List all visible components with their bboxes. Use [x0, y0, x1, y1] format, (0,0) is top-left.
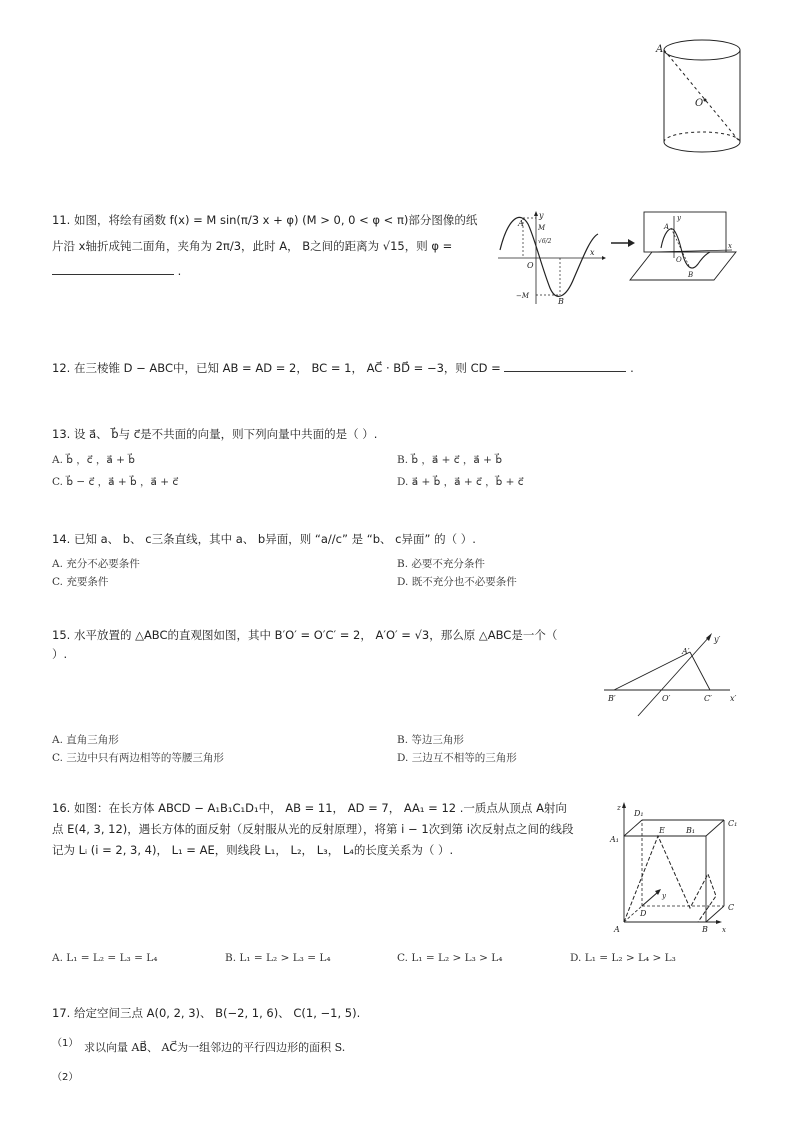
lower-curve — [682, 252, 710, 268]
label-y-prime: y′ — [714, 635, 721, 644]
q13-option-b[interactable]: B. b⃗ ，a⃗ + c⃗ ，a⃗ + b⃗ — [397, 454, 502, 466]
q12-question — [52, 355, 634, 381]
y-axis-arrow — [534, 211, 538, 216]
label-neg-M: −M — [516, 292, 530, 300]
sine-curve — [500, 217, 598, 296]
cylinder-figure — [655, 36, 750, 166]
q14-option-a[interactable]: A. 充分不必要条件 — [52, 558, 140, 570]
q13-question: 13. 设 a⃗、 b⃗与 c⃗是不共面的向量，则下列向量中共面的是（ ）. — [52, 427, 378, 441]
label-x: x — [728, 242, 732, 250]
q11-answer-line — [52, 258, 181, 284]
q15-line2: ）. — [52, 647, 68, 661]
vertical-plane — [644, 212, 726, 252]
q11-line1: 11. 如图，将绘有函数 f(x) = M sin(π/3 x + φ) (M > 0, 0 < φ < π)部分图像的纸 — [52, 213, 478, 227]
q11-folded-figure — [628, 210, 740, 288]
label-B: B — [558, 297, 564, 306]
label-O-prime: O′ — [662, 694, 671, 703]
y-prime-axis — [638, 636, 710, 716]
q17-question: 17. 给定空间三点 A(0, 2, 3)、 B(−2, 1, 6)、 C(1, −1, 5). — [52, 1006, 361, 1020]
label-E: E — [659, 826, 665, 835]
y-axis — [642, 892, 658, 906]
q13-option-c[interactable]: C. b⃗ − c⃗ ，a⃗ + b⃗ ，a⃗ + c⃗ — [52, 476, 179, 488]
q15-option-b[interactable]: B. 等边三角形 — [397, 734, 464, 746]
label-O: O — [527, 261, 534, 270]
q15-option-c[interactable]: C. 三边中只有两边相等的等腰三角形 — [52, 752, 224, 764]
label-B: B — [688, 271, 694, 279]
x-axis-arrow — [716, 920, 722, 924]
label-B-prime: B′ — [608, 694, 616, 703]
cylinder-bottom-front — [664, 142, 740, 152]
q16-line2: 点 E(4, 3, 12)，遇长方体的面反射（反射服从光的反射原理），将第 i − 1次到第 i次反射点之间的线段 — [52, 822, 574, 836]
q11-answer-blank[interactable] — [52, 260, 174, 275]
q17-part2-number: （2） — [52, 1072, 79, 1083]
label-C-prime: C′ — [704, 694, 712, 703]
label-A: A — [614, 925, 620, 934]
center-point — [704, 99, 707, 102]
q16-option-c[interactable]: C. L₁ = L₂ > L₃ > L₄ — [397, 952, 503, 964]
side-AC — [690, 652, 710, 690]
q16-line1: 16. 如图：在长方体 ABCD − A₁B₁C₁D₁中， AB = 11， AD = 7， AA₁ = 12 .一质点从顶点 A射向 — [52, 801, 567, 815]
q14-option-c[interactable]: C. 充要条件 — [52, 576, 109, 588]
q15-option-a[interactable]: A. 直角三角形 — [52, 734, 119, 746]
q16-cuboid-figure — [606, 800, 746, 935]
label-x: x — [722, 926, 726, 934]
label-y: y — [677, 214, 681, 222]
q12-end: . — [630, 361, 634, 375]
label-A1: A₁ — [610, 835, 619, 844]
label-D: D — [640, 909, 647, 918]
label-x-prime: x′ — [730, 694, 737, 703]
label-A: A — [656, 44, 664, 55]
label-A-prime: A′ — [682, 647, 690, 656]
cylinder-top — [664, 40, 740, 60]
q17-part1-text: 求以向量 AB⃗、 AC⃗为一组邻边的平行四边形的面积 S. — [84, 1041, 346, 1054]
upper-curve — [661, 229, 682, 252]
q11-sine-figure — [498, 210, 608, 306]
q16-option-a[interactable]: A. L₁ = L₂ = L₃ = L₄ — [52, 952, 158, 964]
x-axis-arrow — [602, 256, 606, 260]
cylinder-bottom-back — [664, 132, 740, 142]
label-C: C — [728, 903, 735, 912]
q14-question: 14. 已知 a、 b、 c三条直线，其中 a、 b异面，则 “a//c” 是 “b、 c异面” 的（ ）. — [52, 532, 476, 546]
label-O: O — [695, 98, 704, 109]
q16-line3: 记为 Lᵢ (i = 2, 3, 4)， L₁ = AE，则线段 L₁， L₂， L₃， L₄的长度关系为（ ）. — [52, 843, 454, 857]
q13-option-a[interactable]: A. b⃗ ，c⃗ ，a⃗ + b⃗ — [52, 454, 135, 466]
reflection-path — [624, 836, 716, 922]
label-A: A — [664, 223, 670, 231]
label-O: O — [676, 256, 682, 264]
label-D1: D₁ — [634, 809, 644, 818]
q15-line1: 15. 水平放置的 △ABC的直观图如图，其中 B′O′ = O′C′ = 2， A′O′ = √3，那么原 △ABC是一个（ — [52, 628, 558, 642]
label-M: M — [538, 224, 546, 232]
label-z: z — [617, 804, 621, 812]
q17-part1-number: （1） — [52, 1038, 79, 1049]
q14-option-b[interactable]: B. 必要不充分条件 — [397, 558, 485, 570]
q15-oblique-figure — [600, 628, 745, 720]
cylinder-diagonal — [664, 50, 740, 142]
label-y: y — [662, 892, 666, 900]
edge-A1D1 — [624, 820, 642, 836]
label-x: x — [590, 248, 595, 257]
label-sqrt6-over-2: √6/2 — [538, 238, 552, 245]
q12-answer-blank[interactable] — [504, 357, 626, 372]
label-A: A — [518, 219, 524, 228]
q11-end: . — [177, 264, 182, 278]
q13-option-d[interactable]: D. a⃗ + b⃗ ，a⃗ + c⃗ ，b⃗ + c⃗ — [397, 476, 524, 488]
q16-option-d[interactable]: D. L₁ = L₂ > L₄ > L₃ — [570, 952, 676, 964]
label-B: B — [702, 925, 708, 934]
edge-BC — [706, 906, 724, 922]
label-B1: B₁ — [686, 826, 696, 835]
z-axis-arrow — [622, 802, 626, 808]
label-C1: C₁ — [728, 819, 738, 828]
q15-option-d[interactable]: D. 三边互不相等的三角形 — [397, 752, 517, 764]
q12-text: 12. 在三棱锥 D − ABC中，已知 AB = AD = 2， BC = 1， AC⃗ · BD⃗ = −3，则 CD = — [52, 361, 501, 375]
q11-line2: 片沿 x轴折成钝二面角，夹角为 2π/3，此时 A， B之间的距离为 √15，则 φ = — [52, 239, 453, 253]
label-y: y — [539, 211, 544, 220]
q14-option-d[interactable]: D. 既不充分也不必要条件 — [397, 576, 517, 588]
q16-option-b[interactable]: B. L₁ = L₂ > L₃ = L₄ — [225, 952, 331, 964]
edge-B1C1 — [706, 820, 724, 836]
